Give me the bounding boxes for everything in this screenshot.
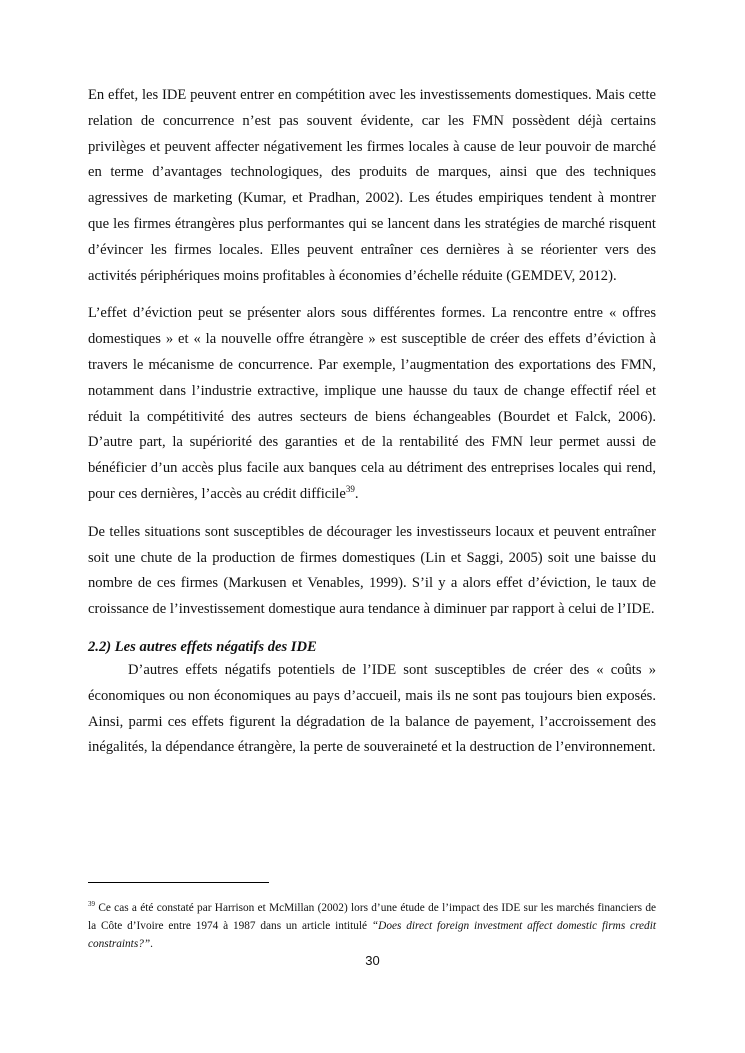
paragraph-2-text: L’effet d’éviction peut se présenter alors sous différentes formes. La rencontre entre « offres domestiques » et « la nouvelle offre étrangère » est susceptible de créer des effets d’éviction à travers le mécanisme de concurrence. Par exemple, l’augmentation des exportations des FMN, notamment dans l’industrie extractive, implique une hausse du taux de change effectif réel et réduit la compétitivité des autres secteurs de biens échangeables (Bourdet et Falck, 2006). D’autre part, la supériorité des garanties et de la rentabilité des FMN leur permet aussi de bénéficier d’un accès plus facile aux banques cela au détriment des entreprises locales qui rend, pour ces dernières, l’accès au crédit difficile xyxy=(88,305,656,502)
paragraph-2-end: . xyxy=(354,485,359,502)
footnote-article-title: “Does direct foreign investment affect domestic firms credit constraints?” xyxy=(88,920,656,950)
footnote-text: Ce cas a été constaté par Harrison et McMillan (2002) lors d’une étude de l’impact des IDE sur les marchés financiers de la Côte d’Ivoire entre 1974 à 1987 dans un article intitulé xyxy=(88,902,656,932)
paragraph-2 xyxy=(88,301,656,507)
section-heading: 2.2) Les autres effets négatifs des IDE xyxy=(88,638,317,655)
paragraph-1: En effet, les IDE peuvent entrer en compétition avec les investissements domestiques. Mais cette relation de concurrence n’est pas souvent évidente, car les FMN possèdent déjà certains privilèges et peuvent affecter négativement les firmes locales à cause de leur pouvoir de marché en terme d’avantages technologiques, des produits de marques, ainsi que des techniques agressives de marketing (Kumar, et Pradhan, 2002). Les études empiriques tendent à montrer que les firmes étrangères plus performantes qui se lancent dans les stratégies de marché risquent d’évincer les firmes locales. Elles peuvent entraîner ces dernières à se réorienter vers des activités périphériques moins profitables à économies d’échelle réduite (GEMDEV, 2012). xyxy=(88,87,656,284)
page-body xyxy=(88,83,656,761)
footnote-end: . xyxy=(150,938,153,950)
page-number: 30 xyxy=(365,953,380,968)
paragraph-3: De telles situations sont susceptibles de décourager les investisseurs locaux et peuvent entraîner soit une chute de la production de firmes domestiques (Lin et Saggi, 2005) soit une baisse du nombre de ces firmes (Markusen et Venables, 1999). S’il y a alors effet d’éviction, le taux de croissance de l’investissement domestique aura tendance à diminuer par rapport à celui de l’IDE. xyxy=(88,523,656,618)
section-paragraph: D’autres effets négatifs potentiels de l’IDE sont susceptibles de créer des « coûts » économiques ou non économiques au pays d’accueil, mais ils ne sont pas toujours bien exposés. Ainsi, parmi ces effets figurent la dégradation de la balance de payement, l’accroissement des inégalités, la dépendance étrangère, la perte de souveraineté et la destruction de l’environnement. xyxy=(88,661,656,756)
footnote-separator xyxy=(88,882,269,883)
footnote-reference[interactable]: 39 xyxy=(345,484,355,495)
footnote-number: 39 xyxy=(88,900,95,909)
footnote xyxy=(88,899,656,953)
